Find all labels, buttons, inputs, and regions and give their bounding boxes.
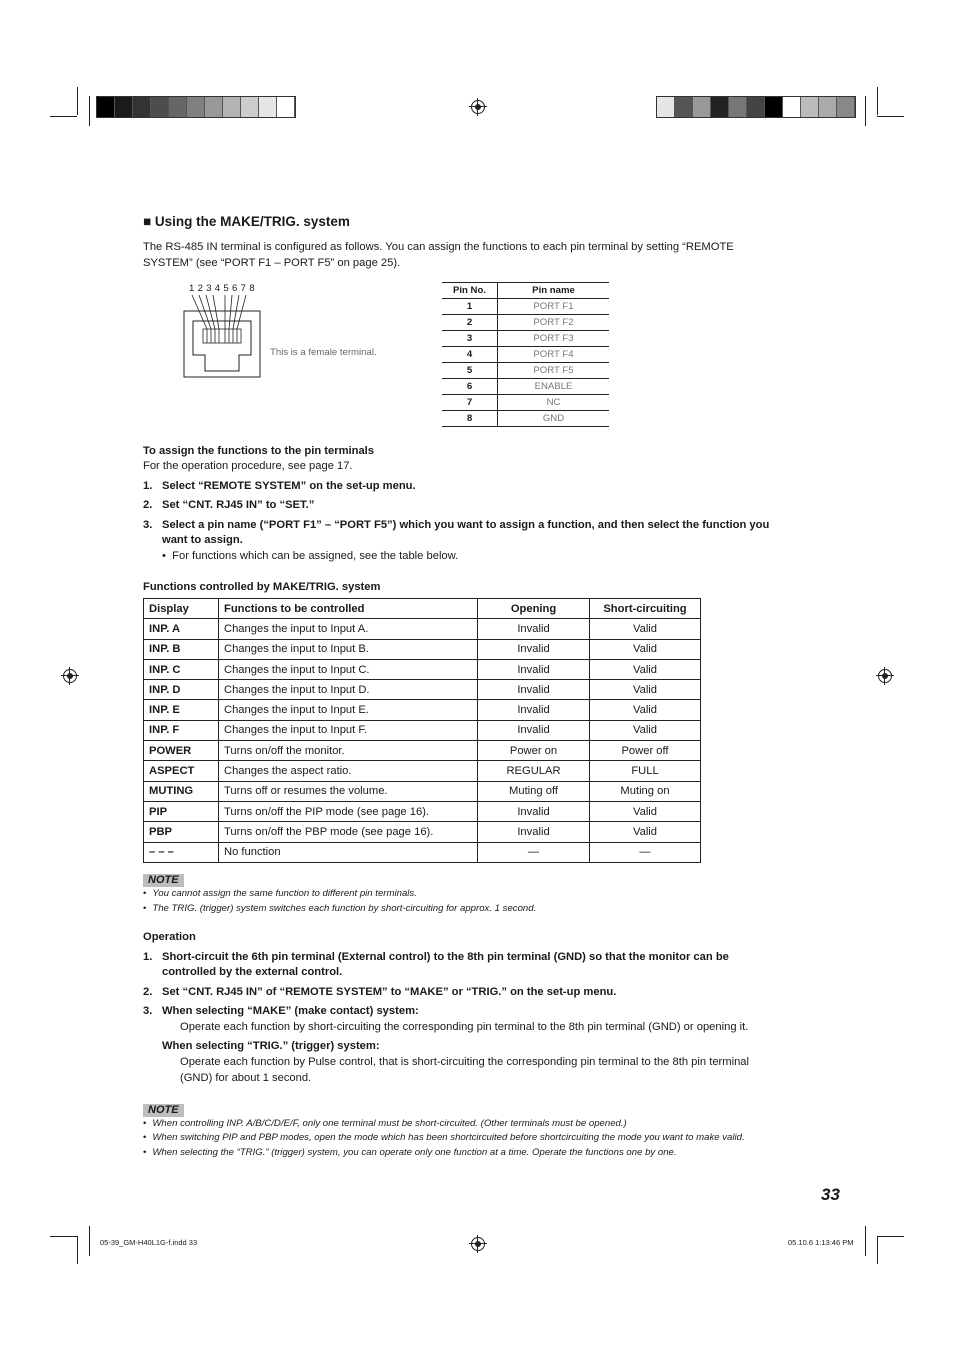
assign-bullet: • For functions which can be assigned, see the table below. <box>162 550 459 562</box>
pin-no-cell: 1 <box>442 299 498 315</box>
assign-subtext: For the operation procedure, see page 17. <box>143 460 353 472</box>
operation-heading: Operation <box>143 931 196 943</box>
crop-mark <box>877 1236 878 1264</box>
operation-step-1: 1. Short-circuit the 6th pin terminal (External control) to the 8th pin terminal (GND) so that the monitor can be <box>143 951 729 963</box>
table-row <box>144 700 701 720</box>
function-cell: No function <box>219 842 478 862</box>
crop-mark <box>877 87 878 115</box>
table-row <box>144 761 701 781</box>
color-bar-swatch <box>133 97 151 117</box>
short-circuiting-cell: Valid <box>590 619 701 639</box>
short-circuiting-cell: Valid <box>590 801 701 821</box>
footer-timestamp: 05.10.6 1:13:46 PM <box>788 1238 854 1247</box>
table-row <box>442 363 609 379</box>
operation-step-3: 3. When selecting “MAKE” (make contact) system: <box>143 1005 419 1017</box>
assign-step-3: 3. Select a pin name (“PORT F1” – “PORT F5”) which you want to assign a function, and then select the function you <box>143 519 770 531</box>
table-row <box>144 842 701 862</box>
short-circuiting-cell: Valid <box>590 720 701 740</box>
note-label: NOTE <box>143 1104 184 1117</box>
table-row <box>442 379 609 395</box>
color-bar-swatch <box>151 97 169 117</box>
note-item: • The TRIG. (trigger) system switches each function by short-circuiting for approx. 1 second. <box>143 903 537 914</box>
pin-no-header: Pin No. <box>442 283 498 299</box>
table-row <box>442 299 609 315</box>
connector-caption: This is a female terminal. <box>270 347 377 358</box>
pin-no-cell: 6 <box>442 379 498 395</box>
pin-name-cell: PORT F4 <box>498 347 610 363</box>
table-row <box>144 619 701 639</box>
pin-name-cell: PORT F3 <box>498 331 610 347</box>
pin-no-cell: 3 <box>442 331 498 347</box>
short-circuiting-cell: FULL <box>590 761 701 781</box>
pin-name-cell: PORT F5 <box>498 363 610 379</box>
short-circuiting-cell: Valid <box>590 822 701 842</box>
crop-mark <box>77 87 78 115</box>
table-row <box>144 639 701 659</box>
function-cell: Turns on/off the PIP mode (see page 16). <box>219 801 478 821</box>
trig-description: Operate each function by Pulse control, that is short-circuiting the corresponding pin terminal to the 8th pin terminal <box>180 1056 750 1068</box>
square-bullet-icon: ■ <box>143 214 155 229</box>
opening-cell: — <box>478 842 590 862</box>
pin-name-cell: ENABLE <box>498 379 610 395</box>
crop-mark <box>89 96 90 126</box>
color-bars-right <box>656 96 856 118</box>
function-header: Functions to be controlled <box>219 599 478 619</box>
registration-mark-icon <box>471 100 485 114</box>
opening-cell: Invalid <box>478 822 590 842</box>
color-bar-swatch <box>277 97 295 117</box>
display-cell: PIP <box>144 801 219 821</box>
note-label: NOTE <box>143 874 184 887</box>
color-bar-swatch <box>241 97 259 117</box>
page-number: 33 <box>821 1185 840 1204</box>
pin-table <box>442 282 609 427</box>
note-item: • You cannot assign the same function to different pin terminals. <box>143 888 417 899</box>
display-cell: INP. A <box>144 619 219 639</box>
color-bar-swatch <box>693 97 711 117</box>
color-bar-swatch <box>783 97 801 117</box>
pin-name-cell: PORT F2 <box>498 315 610 331</box>
assign-step-3-cont: want to assign. <box>162 534 243 546</box>
color-bar-swatch <box>97 97 115 117</box>
note-item: • When switching PIP and PBP modes, open the mode which has been shortcircuited before shortcircuiting the mode you want to make valid. <box>143 1132 745 1143</box>
functions-heading: Functions controlled by MAKE/TRIG. system <box>143 581 381 593</box>
crop-mark <box>50 1236 77 1237</box>
pin-name-cell: NC <box>498 395 610 411</box>
pin-no-cell: 4 <box>442 347 498 363</box>
pin-name-header: Pin name <box>498 283 610 299</box>
color-bar-swatch <box>169 97 187 117</box>
opening-cell: Power on <box>478 741 590 761</box>
color-bar-swatch <box>747 97 765 117</box>
section-title: ■ Using the MAKE/TRIG. system <box>143 214 350 229</box>
short-circuiting-cell: Valid <box>590 700 701 720</box>
intro-text: The RS-485 IN terminal is configured as follows. You can assign the functions to each pin terminal by setting “REMOTE SYSTEM” (see “PORT F1 – PORT F5” on page 25). <box>143 241 734 269</box>
short-circuiting-cell: Valid <box>590 659 701 679</box>
opening-cell: Invalid <box>478 619 590 639</box>
crop-mark <box>50 116 77 117</box>
rj45-connector-icon <box>183 293 263 379</box>
function-cell: Turns on/off the PBP mode (see page 16). <box>219 822 478 842</box>
display-cell: INP. E <box>144 700 219 720</box>
color-bar-swatch <box>115 97 133 117</box>
pin-no-cell: 5 <box>442 363 498 379</box>
opening-cell: REGULAR <box>478 761 590 781</box>
table-row <box>442 395 609 411</box>
table-row <box>144 720 701 740</box>
opening-cell: Invalid <box>478 700 590 720</box>
opening-cell: Invalid <box>478 680 590 700</box>
color-bar-swatch <box>205 97 223 117</box>
assign-step-2: 2. Set “CNT. RJ45 IN” to “SET.” <box>143 499 315 511</box>
crop-mark <box>877 116 904 117</box>
assign-heading: To assign the functions to the pin terminals <box>143 445 375 457</box>
color-bar-swatch <box>259 97 277 117</box>
note-item: • When selecting the “TRIG.” (trigger) system, you can operate only one function at a time. Operate the functions one by one. <box>143 1147 677 1158</box>
color-bar-swatch <box>657 97 675 117</box>
opening-cell: Invalid <box>478 639 590 659</box>
display-header: Display <box>144 599 219 619</box>
opening-cell: Invalid <box>478 801 590 821</box>
color-bar-swatch <box>729 97 747 117</box>
registration-mark-icon <box>878 669 892 683</box>
display-cell: INP. C <box>144 659 219 679</box>
crop-mark <box>89 1226 90 1256</box>
opening-cell: Muting off <box>478 781 590 801</box>
color-bar-swatch <box>801 97 819 117</box>
short-circuiting-cell: Muting on <box>590 781 701 801</box>
assign-step-1: 1. Select “REMOTE SYSTEM” on the set-up menu. <box>143 480 416 492</box>
opening-cell: Invalid <box>478 659 590 679</box>
display-cell: PBP <box>144 822 219 842</box>
crop-mark <box>865 96 866 126</box>
pin-no-cell: 7 <box>442 395 498 411</box>
functions-table <box>143 598 701 863</box>
color-bar-swatch <box>711 97 729 117</box>
table-row <box>144 781 701 801</box>
function-cell: Changes the input to Input B. <box>219 639 478 659</box>
pin-name-cell: GND <box>498 411 610 427</box>
color-bar-swatch <box>223 97 241 117</box>
note-item: • When controlling INP. A/B/C/D/E/F, only one terminal must be short-circuited. (Other terminals must be opened.) <box>143 1118 627 1129</box>
function-cell: Turns on/off the monitor. <box>219 741 478 761</box>
table-row <box>442 331 609 347</box>
short-circuiting-cell: Valid <box>590 680 701 700</box>
display-cell: POWER <box>144 741 219 761</box>
color-bar-swatch <box>765 97 783 117</box>
display-cell: – – – <box>144 842 219 862</box>
color-bars-left <box>96 96 296 118</box>
footer-file: 05-39_GM-H40L1G-f.indd 33 <box>100 1238 198 1247</box>
table-row <box>144 680 701 700</box>
pin-no-cell: 2 <box>442 315 498 331</box>
table-row <box>442 347 609 363</box>
opening-cell: Invalid <box>478 720 590 740</box>
table-row <box>144 659 701 679</box>
table-row <box>442 315 609 331</box>
crop-mark <box>877 1236 904 1237</box>
trig-description-cont: (GND) for about 1 second. <box>180 1072 312 1084</box>
display-cell: MUTING <box>144 781 219 801</box>
display-cell: INP. B <box>144 639 219 659</box>
short-circuiting-cell: Valid <box>590 639 701 659</box>
function-cell: Changes the input to Input E. <box>219 700 478 720</box>
pin-name-cell: PORT F1 <box>498 299 610 315</box>
display-cell: INP. F <box>144 720 219 740</box>
registration-mark-icon <box>471 1237 485 1251</box>
table-row <box>144 801 701 821</box>
display-cell: ASPECT <box>144 761 219 781</box>
color-bar-swatch <box>187 97 205 117</box>
color-bar-swatch <box>675 97 693 117</box>
crop-mark <box>865 1226 866 1256</box>
table-row <box>442 411 609 427</box>
color-bar-swatch <box>837 97 855 117</box>
short-circuiting-cell: Power off <box>590 741 701 761</box>
function-cell: Changes the input to Input A. <box>219 619 478 639</box>
operation-step-2: 2. Set “CNT. RJ45 IN” of “REMOTE SYSTEM” to “MAKE” or “TRIG.” on the set-up menu. <box>143 986 617 998</box>
function-cell: Changes the input to Input D. <box>219 680 478 700</box>
function-cell: Turns off or resumes the volume. <box>219 781 478 801</box>
function-cell: Changes the input to Input C. <box>219 659 478 679</box>
operation-step-1-cont: controlled by the external control. <box>162 966 343 978</box>
pin-no-cell: 8 <box>442 411 498 427</box>
registration-mark-icon <box>63 669 77 683</box>
pin-number-row: 1 2 3 4 5 6 7 8 <box>189 283 255 294</box>
table-row <box>144 822 701 842</box>
crop-mark <box>77 1236 78 1264</box>
function-cell: Changes the input to Input F. <box>219 720 478 740</box>
trig-heading: When selecting “TRIG.” (trigger) system: <box>162 1040 380 1052</box>
opening-header: Opening <box>478 599 590 619</box>
function-cell: Changes the aspect ratio. <box>219 761 478 781</box>
color-bar-swatch <box>819 97 837 117</box>
make-description: Operate each function by short-circuiting the corresponding pin terminal to the 8th pin terminal (GND) or opening it. <box>180 1021 749 1033</box>
short-circuiting-cell: — <box>590 842 701 862</box>
short-circuiting-header: Short-circuiting <box>590 599 701 619</box>
table-row <box>144 741 701 761</box>
display-cell: INP. D <box>144 680 219 700</box>
